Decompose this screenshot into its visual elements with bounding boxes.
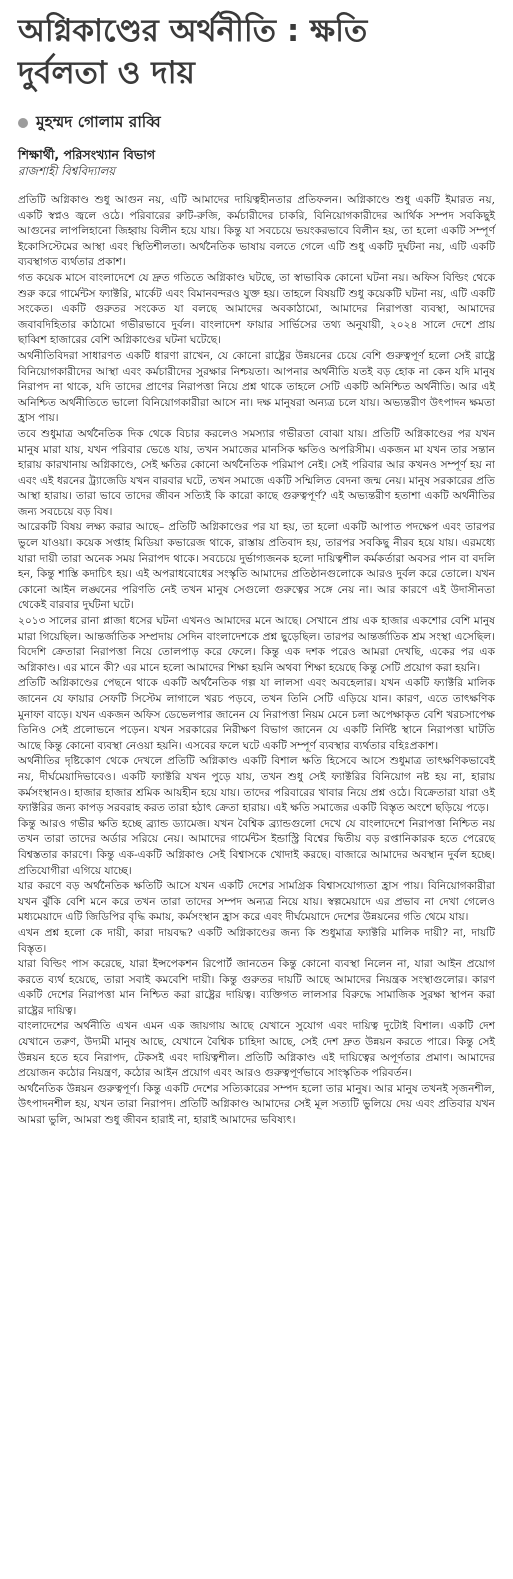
paragraph: কিন্তু আরও গভীর ক্ষতি হচ্ছে ব্র্যান্ড ড্যামেজ। যখন বৈশ্বিক ব্র্যান্ডগুলো দেখে যে বাংলাদেশে নিরাপত্তা নিশ্চিত নয় তখন তারা তাদের অর্ডার সরিয়ে নেয়। আমাদের গার্মেন্টস ইন্ডাস্ট্রি বিশ্বের দ্বিতীয় বড় রপ্তানিকারক হতে পেরেছে বিশ্বস্ততার কারণে। কিন্তু এক-একটি অগ্নিকাণ্ড সেই বিশ্বাসকে খোদাই করছে। বাজারে আমাদের অবস্থান দুর্বল হচ্ছে। প্রতিযোগীরা এগিয়ে যাচ্ছে।: [18, 817, 495, 877]
author-affiliation: [18, 146, 495, 179]
paragraph: যার করণে বড় অর্থনৈতিক ক্ষতিটি আসে যখন একটি দেশের সামগ্রিক বিশ্বাসযোগ্যতা হ্রাস পায়। বিনিয়োগকারীরা যখন ঝুঁকি বেশি মনে করে তখন তারা তাদের সম্পদ অন্যত্র নিয়ে যায়। স্বল্পমেয়াদে এর প্রভাব না দেখা গেলেও মধ্যমেয়াদে এটি জিডিপির বৃদ্ধি কমায়, কর্মসংস্থান হ্রাস করে এবং দীর্ঘমেয়াদে দেশের উন্নয়নের গতি থেমে যায়।: [18, 880, 495, 924]
author-organization: রাজশাহী বিশ্ববিদ্যালয়: [18, 164, 116, 178]
article-body: [18, 193, 495, 1129]
paragraph: তবে শুধুমাত্র অর্থনৈতিক দিক থেকে বিচার করলেও সমস্যার গভীরতা বোঝা যায়। প্রতিটি অগ্নিকাণ্ডের পর যখন মানুষ মারা যায়, যখন পরিবার ভেঙে যায়, তখন সমাজের মানসিক ক্ষতিও অপরিসীম। একজন মা যখন তার সন্তান হারায় কারখানায় অগ্নিকাণ্ডে, সেই ক্ষতির কোনো অর্থনৈতিক পরিমাপ নেই। সেই পরিবার আর কখনও সম্পূর্ণ হয় না এবং এই ধরনের ট্র্যাজেডি যখন বারবার ঘটে, তখন সমাজে একটি সম্মিলিত বেদনা জন্ম নেয়। মানুষ সরকারের প্রতি আস্থা হারায়। তারা ভাবে তাদের জীবন সত্যিই কি কারো কাছে গুরুত্বপূর্ণ? এই অভ্যন্তরীণ হতাশা একটি অর্থনীতির জন্য সবচেয়ে বড় বিষ।: [18, 427, 495, 518]
paragraph: অর্থনৈতিক উন্নয়ন গুরুত্বপূর্ণ। কিন্তু একটি দেশের সত্যিকারের সম্পদ হলো তার মানুষ। আর মানুষ তখনই সৃজনশীল, উৎপাদনশীল হয়, যখন তারা নিরাপদ। প্রতিটি অগ্নিকাণ্ড আমাদের সেই মূল সত্যটি ভুলিয়ে দেয় এবং প্রতিবার যখন আমরা ভুলি, আমরা শুধু জীবন হারাই না, হারাই আমাদের ভবিষ্যৎ।: [18, 1082, 495, 1127]
paragraph: অর্থনীতির দৃষ্টিকোণ থেকে দেখলে প্রতিটি অগ্নিকাণ্ড একটি বিশাল ক্ষতি হিসেবে আসে শুধুমাত্র তাৎক্ষণিকভাবেই নয়, দীর্ঘমেয়াদিভাবেও। একটি ফ্যাক্টরি যখন পুড়ে যায়, তখন শুধু সেই ফ্যাক্টরির বিনিয়োগ নষ্ট হয় না, হারায় কর্মসংস্থানও। হাজার হাজার শ্রমিক আয়হীন হয়ে যায়। তাদের পরিবারের খাবার নিয়ে প্রশ্ন ওঠে। বিক্রেতারা যারা ওই ফ্যাক্টরির জন্য কাপড় সরবরাহ করত তারা হঠাৎ ক্রেতা হারায়। এই ক্ষতি সমাজের একটি বিস্তৃত অংশে ছড়িয়ে পড়ে।: [18, 755, 495, 815]
bullet-dot-icon: [18, 118, 28, 128]
paragraph: আরেকটি বিষয় লক্ষ্য করার আছে– প্রতিটি অগ্নিকাণ্ডের পর যা হয়, তা হলো একটি আপাত পদক্ষেপ এবং তারপর ভুলে যাওয়া। কয়েক সপ্তাহ মিডিয়া কভারেজ থাকে, রাস্তায় প্রতিবাদ হয়, তারপর সবকিছু নীরব হয়ে যায়। এরমধ্যে যারা দায়ী তারা অনেক সময় নিরাপদ থাকে। সবচেয়ে দুর্ভাগ্যজনক হলো দায়িত্বশীল কর্মকর্তারা অবসর পান বা বদলি হন, কিন্তু শাস্তি কদাচিৎ হয়। এই অপরাধবোধের সংস্কৃতি আমাদের প্রতিষ্ঠানগুলোকে আরও দুর্বল করে তোলে। যখন কোনো আইন লঙ্ঘনের পরিণতি নেই তখন মানুষ সেগুলো গুরুত্বের সঙ্গে নেয় না। আর কারণে এই উদাসীনতা থেকেই বারবার দুর্ঘটনা ঘটে।: [18, 521, 495, 612]
author-name: মুহম্মদ গোলাম রাব্বি: [36, 113, 161, 131]
byline: [18, 110, 495, 136]
headline-line-2: দুর্বলতা ও দায়: [18, 55, 195, 91]
paragraph: বাংলাদেশের অর্থনীতি এখন এমন এক জায়গায় আছে যেখানে সুযোগ এবং দায়িত্ব দুটোই বিশাল। একটি দেশ যেখানে তরুণ, উদ্যমী মানুষ আছে, যেখানে বৈশ্বিক চাহিদা আছে, সেই দেশ দ্রুত উন্নয়ন করতে পারে। কিন্তু সেই উন্নয়ন হতে হবে নিরাপদ, টেকসই এবং দায়িত্বশীল। প্রতিটি অগ্নিকাণ্ড এই দায়িত্বের অপূর্ণতার প্রমাণ। আমাদের প্রয়োজন কঠোর নিয়ন্ত্রণ, কঠোর আইন প্রয়োগ এবং আরও গুরুত্বপূর্ণভাবে সাংস্কৃতিক পরিবর্তন।: [18, 1020, 495, 1080]
author-role: শিক্ষার্থী, পরিসংখ্যান বিভাগ: [18, 147, 156, 162]
paragraph: অর্থনীতিবিদরা সাধারণত একটি ধারণা রাখেন, যে কোনো রাষ্ট্রের উন্নয়নের চেয়ে বেশি গুরুত্বপূর্ণ হলো সেই রাষ্ট্রে বিনিয়োগকারীদের আস্থা এবং কর্মচারীদের সুরক্ষার নিশ্চয়তা। আপনার অর্থনীতি যতই বড় হোক না কেন যদি মানুষ নিরাপদ না থাকে, যদি তাদের প্রাণের নিরাপত্তা নিয়ে প্রশ্ন থাকে তাহলে সেটি একটি অনিশ্চিত অর্থনীতি। আর এই অনিশ্চিত অর্থনীতিতে ভালো বিনিয়োগকারীরা আসে না। দক্ষ মানুষরা অন্যত্র চলে যায়। অভ্যন্তরীণ উৎপাদন ক্ষমতা হ্রাস পায়।: [18, 349, 495, 425]
paragraph: ২০১৩ সালের রানা প্লাজা ধসের ঘটনা এখনও আমাদের মনে আছে। সেখানে প্রায় এক হাজার একশোর বেশি মানুষ মারা গিয়েছিল। আন্তর্জাতিক সম্প্রদায় সেদিন বাংলাদেশকে প্রশ্ন ছুড়েছিল। তারপর আন্তর্জাতিক শ্রম সংস্থা এসেছিল। বিদেশি ক্রেতারা নিরাপত্তা নিয়ে তোলপাড় করে ফেলে। কিন্তু এক দশক পরেও আমরা দেখছি, একের পর এক অগ্নিকাণ্ড। এর মানে কী? এর মানে হলো আমাদের শিক্ষা হয়নি অথবা শিক্ষা হয়েছে কিন্তু সেটি প্রয়োগ করা হয়নি।: [18, 615, 495, 674]
paragraph: এখন প্রশ্ন হলো কে দায়ী, কারা দায়বদ্ধ? একটি অগ্নিকাণ্ডের জন্য কি শুধুমাত্র ফ্যাক্টরি মালিক দায়ী? না, দায়টি বিস্তৃত।: [18, 926, 495, 955]
paragraph: প্রতিটি অগ্নিকাণ্ড শুধু আগুন নয়, এটি আমাদের দায়িত্বহীনতার প্রতিফলন। অগ্নিকাণ্ডে শুধু একটি ইমারত নয়, একটি স্বপ্নও জ্বলে ওঠে। পরিবারের রুটি-রুজি, কর্মচারীদের চাকরি, বিনিয়োগকারীদের আর্থিক সম্পদ সবকিছুই আগুনের লাপলিহানো জিহ্বায় বিলীন হয়ে যায়। কিন্তু যা সবচেয়ে ভয়ংকরভাবে বিলীন হয়, তা হলো একটি সম্পূর্ণ ইকোসিস্টেমের আস্থা এবং স্থিতিশীলতা। অর্থনৈতিক ভাষায় বলতে গেলে এটি শুধু একটি দুর্ঘটনা নয়, এটি একটি ব্যবস্থাগত ব্যর্থতার প্রকাশ।: [18, 194, 495, 269]
paragraph: যারা বিল্ডিং পাস করেছে, যারা ইন্সপেকশন রিপোর্ট জানতেন কিন্তু কোনো ব্যবস্থা নিলেন না, যারা আইন প্রয়োগ করতে ব্যর্থ হয়েছে, তারা সবাই কমবেশি দায়ী। কিন্তু গুরুতর দায়টি আছে আমাদের নিয়ন্ত্রক সংস্থাগুলোর। কারণ একটি দেশের নিরাপত্তা মান নিশ্চিত করা রাষ্ট্রের দায়িত্ব। ব্যক্তিগত লালসার বিরুদ্ধে সামাজিক সুরক্ষা স্থাপন করা রাষ্ট্রের দায়িত্ব।: [18, 958, 495, 1017]
paragraph: প্রতিটি অগ্নিকাণ্ডের পেছনে থাকে একটি অর্থনৈতিক গল্প যা লালসা এবং অবহেলার। যখন একটি ফ্যাক্টরি মালিক জানেন যে ফায়ার সেফটি সিস্টেম লাগালে খরচ পড়বে, তখন তিনি সেটি এড়িয়ে যান। কারণ, এতে তাৎক্ষণিক মুনাফা বাড়ে। যখন একজন অফিস ডেভেলপার জানেন যে নিরাপত্তা নিয়ম মেনে চলা অপেক্ষাকৃত বেশি খরচসাপেক্ষ তিনিও সেই প্রলোভনে পড়েন। যখন সরকারের নিরীক্ষণ বিভাগ জানেন যে একটি নির্দিষ্ট স্থানে নিরাপত্তা ঘাটতি আছে কিন্তু কোনো ব্যবস্থা নেওয়া হয়নি। এসবের ফলে ঘটে একটি সম্পূর্ণ ব্যবস্থার ব্যর্থতার বহিঃপ্রকাশ।: [18, 677, 495, 752]
paragraph: গত কয়েক মাসে বাংলাদেশে যে দ্রুত গতিতে অগ্নিকাণ্ড ঘটছে, তা স্বাভাবিক কোনো ঘটনা নয়। অফিস বিল্ডিং থেকে শুরু করে গার্মেন্টস ফ্যাক্টরি, মার্কেট এবং বিমানবন্দরও যুক্ত হয়। তাহলে বিষয়টি শুধু কয়েকটি ঘটনা নয়, এটি একটি সংকেত। একটি গুরুতর সংকেত যা বলছে আমাদের অবকাঠামো, আমাদের নিরাপত্তা ব্যবস্থা, আমাদের জবাবদিহিতার কাঠামো গভীরভাবে দুর্বল। বাংলাদেশ ফায়ার সার্ভিসের তথ্য অনুযায়ী, ২০২৪ সালে দেশে প্রায় ছাব্বিশ হাজারের বেশি অগ্নিকাণ্ডের ঘটনা ঘটেছে।: [18, 271, 495, 347]
headline: [18, 10, 495, 94]
headline-line-1: অগ্নিকাণ্ডের অর্থনীতি : ক্ষতি: [18, 13, 368, 49]
